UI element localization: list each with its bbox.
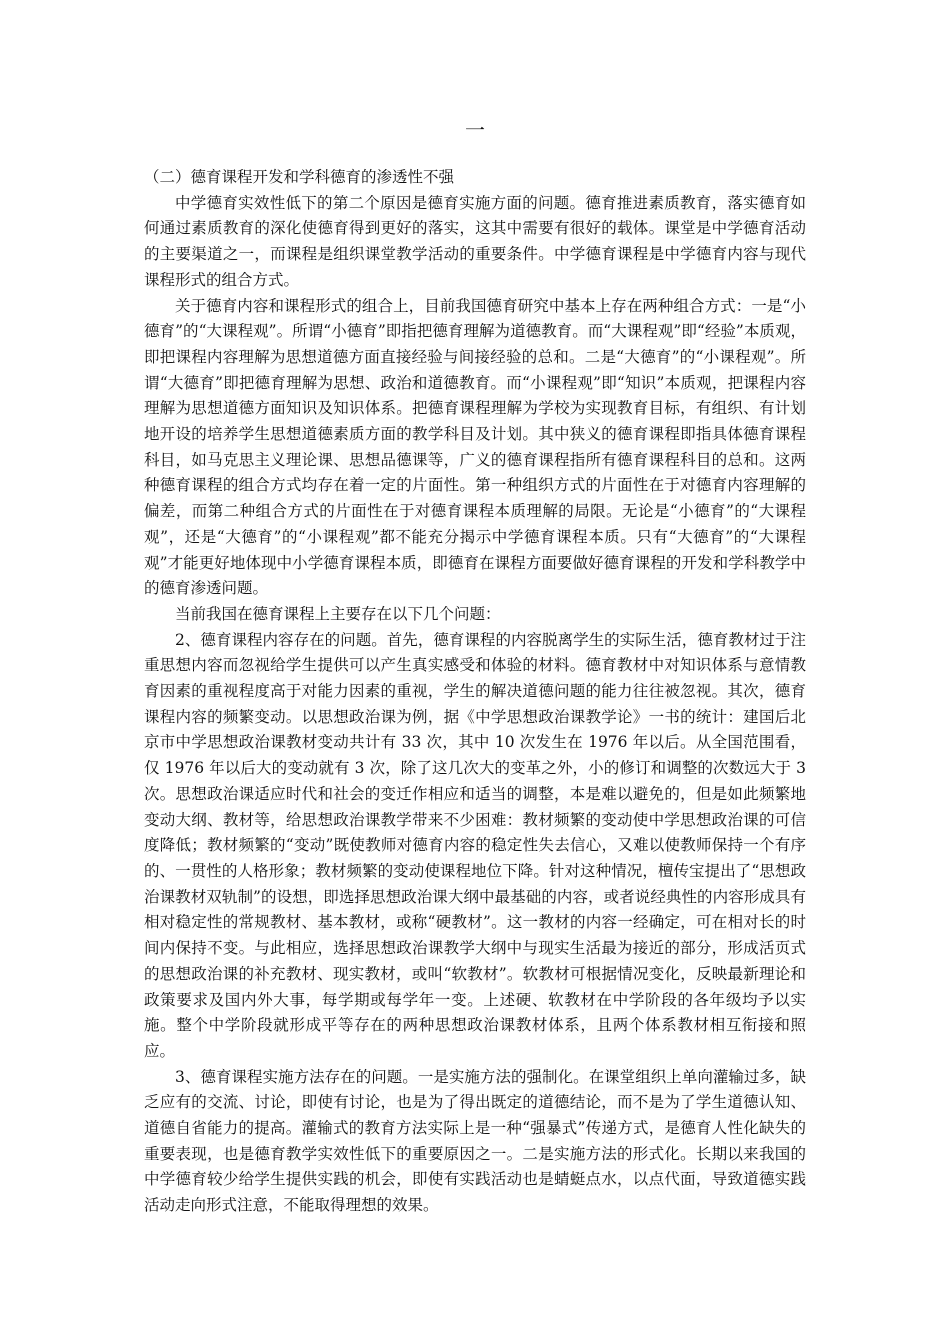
- paragraph-content-form-combination: 关于德育内容和课程形式的组合上，目前我国德育研究中基本上存在两种组合方式：一是“小德育”的“大课程观”。所谓“小德育”即指把德育理解为道德教育。而“大课程观”即“经验”本质观，即把课程内容理解为思想道德方面直接经验与间接经验的总和。二是“大德育”的“小课程观”。所谓“大德育”即把德育理解为思想、政治和道德教育。而“小课程观”即“知识”本质观，把课程内容理解为思想道德方面知识及知识体系。把德育课程理解为学校为实现教育目标，有组织、有计划地开设的培养学生思想道德素质方面的教学科目及计划。其中狭义的德育课程即指具体德育课程科目，如马克思主义理论课、思想品德课等，广义的德育课程指所有德育课程科目的总和。这两种德育课程的组合方式均存在着一定的片面性。第一种组织方式的片面性在于对德育内容理解的偏差，而第二种组合方式的片面性在于对德育课程本质理解的局限。无论是“小德育”的“大课程观”，还是“大德育”的“小课程观”都不能充分揭示中学德育课程本质。只有“大德育”的“大课程观”才能更好地体现中小学德育课程本质，即德育在课程方面要做好德育课程的开发和学科教学中的德育渗透问题。: [144, 296, 806, 598]
- paragraph-implementation-method-problems: 3、德育课程实施方法存在的问题。一是实施方法的强制化。在课堂组织上单向灌输过多，缺乏应有的交流、讨论，即使有讨论，也是为了得出既定的道德结论，而不是为了学生道德认知、道德自省能力的提高。灌输式的教育方法实际上是一种“强暴式”传递方式，是德育人性化缺失的重要表现，也是德育教学实效性低下的重要原因之一。二是实施方法的形式化。长期以来我国的中学德育较少给学生提供实践的机会，即使有实践活动也是蜻蜓点水，以点代面，导致道德实践活动走向形式注意，不能取得理想的效果。: [144, 1067, 806, 1215]
- page-top-mark: 一: [465, 118, 485, 142]
- paragraph-course-content-problems: 2、德育课程内容存在的问题。首先，德育课程的内容脱离学生的实际生活，德育教材过于注重思想内容而忽视给学生提供可以产生真实感受和体验的材料。德育教材中对知识体系与意情教育因素的重视程度高于对能力因素的重视，学生的解决道德问题的能力往往被忽视。其次，德育课程内容的频繁变动。以思想政治课为例，据《中学思想政治课教学论》一书的统计：建国后北京市中学思想政治课教材变动共计有 33 次，其中 10 次发生在 1976 年以后。从全国范围看，仅 1976 年以后大的变动就有 3 次，除了这几次大的变革之外，小的修订和调整的次数远大于 3 次。思想政治课适应时代和社会的变迁作相应和适当的调整，本是难以避免的，但是如此频繁地变动大纲、教材等，给思想政治课教学带来不少困难：教材频繁的变动使中学思想政治课的可信度降低；教材频繁的“变动”既使教师对德育内容的稳定性失去信心，又难以使教师保持一个有序的、一贯性的人格形象；教材频繁的变动使课程地位下降。针对这种情况，檀传宝提出了“思想政治课教材双轨制”的设想，即选择思想政治课大纲中最基础的内容，或者说经典性的内容形成具有相对稳定性的常规教材、基本教材，或称“硬教材”。这一教材的内容一经确定，可在相对长的时间内保持不变。与此相应，选择思想政治课教学大纲中与现实生活最为接近的部分，形成活页式的思想政治课的补充教材、现实教材，或叫“软教材”。软教材可根据情况变化，反映最新理论和政策要求及国内外大事，每学期或每学年一变。上述硬、软教材在中学阶段的各年级均予以实施。整个中学阶段就形成平等存在的两种思想政治课教材体系，且两个体系教材相互衔接和照应。: [144, 630, 806, 1060]
- paragraph-implementation-problem: 中学德育实效性低下的第二个原因是德育实施方面的问题。德育推进素质教育，落实德育如何通过素质教育的深化使德育得到更好的落实，这其中需要有很好的载体。课堂是中学德育活动的主要渠道之一，而课程是组织课堂教学活动的重要条件。中学德育课程是中学德育内容与现代课程形式的组合方式。: [144, 193, 806, 289]
- document-body: [144, 165, 806, 1219]
- paragraph-current-problems: 当前我国在德育课程上主要存在以下几个问题：: [175, 604, 501, 623]
- section-heading: （二）德育课程开发和学科德育的渗透性不强: [144, 168, 455, 186]
